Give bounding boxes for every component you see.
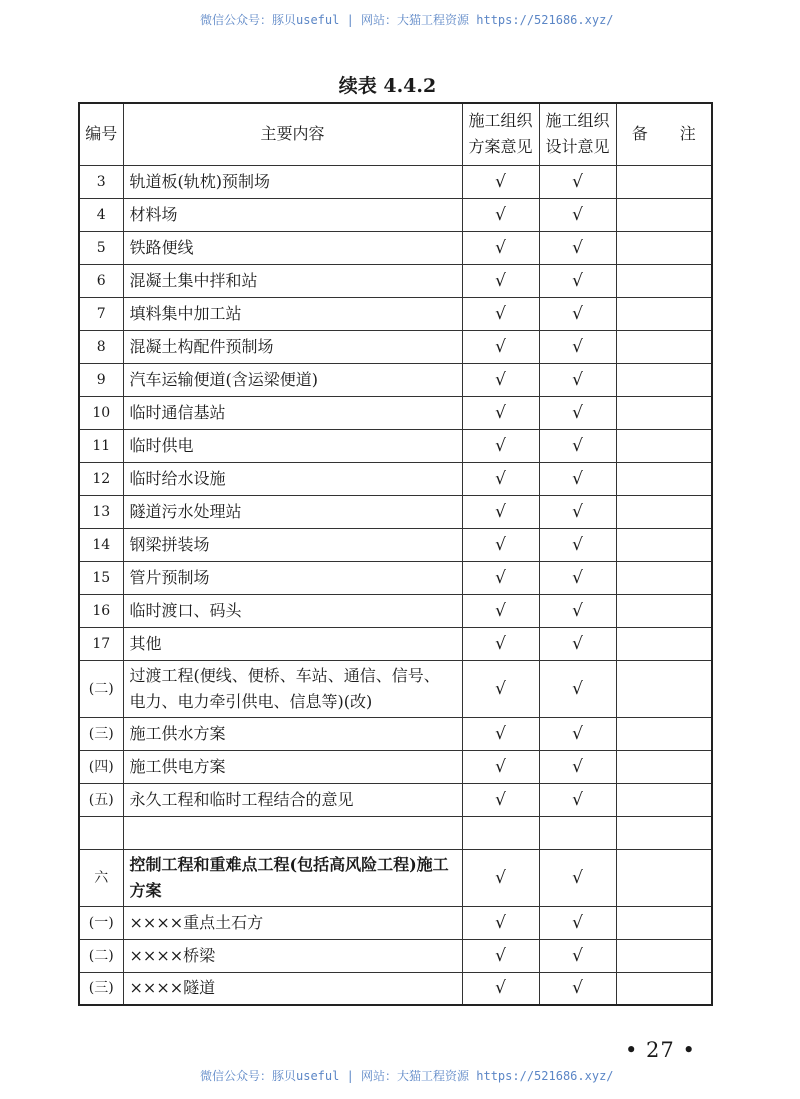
- row-remarks: [616, 528, 712, 561]
- table-row: [79, 495, 712, 528]
- table-row: [79, 849, 712, 906]
- row-remarks: [616, 750, 712, 783]
- row-content: 隧道污水处理站: [123, 495, 462, 528]
- row-number: 3: [79, 165, 123, 198]
- row-content: 施工供水方案: [123, 717, 462, 750]
- table-row: [79, 561, 712, 594]
- design-opinion-check: √: [539, 330, 616, 363]
- scheme-opinion-check: √: [462, 849, 539, 906]
- row-remarks: [616, 165, 712, 198]
- table-row: [79, 231, 712, 264]
- row-content: 临时渡口、码头: [123, 594, 462, 627]
- row-content: 汽车运输便道(含运梁便道): [123, 363, 462, 396]
- page-number: • 27 •: [625, 1038, 696, 1062]
- design-opinion-check: [539, 816, 616, 849]
- scheme-opinion-check: √: [462, 495, 539, 528]
- row-number: 13: [79, 495, 123, 528]
- row-number: 6: [79, 264, 123, 297]
- row-content: [123, 816, 462, 849]
- row-content: ××××隧道: [123, 972, 462, 1005]
- scheme-opinion-check: √: [462, 363, 539, 396]
- row-remarks: [616, 627, 712, 660]
- design-opinion-check: √: [539, 717, 616, 750]
- design-opinion-check: √: [539, 396, 616, 429]
- row-number: 7: [79, 297, 123, 330]
- design-opinion-check: √: [539, 783, 616, 816]
- scheme-opinion-check: √: [462, 429, 539, 462]
- row-remarks: [616, 561, 712, 594]
- row-content: 控制工程和重难点工程(包括高风险工程)施工方案: [123, 849, 462, 906]
- table-row: [79, 264, 712, 297]
- row-remarks: [616, 939, 712, 972]
- row-remarks: [616, 264, 712, 297]
- scheme-opinion-check: √: [462, 264, 539, 297]
- table-title: 续表 4.4.2: [338, 75, 437, 97]
- design-opinion-check: √: [539, 165, 616, 198]
- row-remarks: [616, 495, 712, 528]
- design-opinion-check: √: [539, 231, 616, 264]
- row-content: 铁路便线: [123, 231, 462, 264]
- row-remarks: [616, 231, 712, 264]
- design-opinion-check: √: [539, 594, 616, 627]
- row-number: 11: [79, 429, 123, 462]
- design-opinion-check: √: [539, 561, 616, 594]
- row-remarks: [616, 660, 712, 717]
- row-content: 永久工程和临时工程结合的意见: [123, 783, 462, 816]
- scheme-opinion-check: √: [462, 627, 539, 660]
- row-content: 混凝土构配件预制场: [123, 330, 462, 363]
- row-number: (二): [79, 939, 123, 972]
- design-opinion-check: √: [539, 462, 616, 495]
- watermark-bottom: 微信公众号：豚贝useful | 网站：大猫工程资源 https://521686.xyz/: [200, 1069, 614, 1083]
- scheme-opinion-check: √: [462, 528, 539, 561]
- row-number: (二): [79, 660, 123, 717]
- row-number: 5: [79, 231, 123, 264]
- row-number: 15: [79, 561, 123, 594]
- table-row: [79, 816, 712, 849]
- row-content: ××××重点土石方: [123, 906, 462, 939]
- table-row: [79, 660, 712, 717]
- design-opinion-check: √: [539, 495, 616, 528]
- row-content: 管片预制场: [123, 561, 462, 594]
- row-content: 施工供电方案: [123, 750, 462, 783]
- design-opinion-check: √: [539, 627, 616, 660]
- scheme-opinion-check: √: [462, 717, 539, 750]
- header-remarks: 备 注: [616, 103, 712, 165]
- row-content: 过渡工程(便线、便桥、车站、通信、信号、电力、电力牵引供电、信息等)(改): [123, 660, 462, 717]
- row-content: 其他: [123, 627, 462, 660]
- table-row: [79, 363, 712, 396]
- row-content: 临时供电: [123, 429, 462, 462]
- row-number: 12: [79, 462, 123, 495]
- scheme-opinion-check: √: [462, 462, 539, 495]
- design-opinion-check: √: [539, 906, 616, 939]
- row-remarks: [616, 849, 712, 906]
- table-row: [79, 297, 712, 330]
- scheme-opinion-check: √: [462, 750, 539, 783]
- row-remarks: [616, 330, 712, 363]
- row-number: 16: [79, 594, 123, 627]
- table-row: [79, 783, 712, 816]
- row-content: 混凝土集中拌和站: [123, 264, 462, 297]
- design-opinion-check: √: [539, 264, 616, 297]
- design-opinion-check: √: [539, 849, 616, 906]
- scheme-opinion-check: √: [462, 198, 539, 231]
- row-remarks: [616, 594, 712, 627]
- row-remarks: [616, 972, 712, 1005]
- table-row: [79, 396, 712, 429]
- table-row: [79, 528, 712, 561]
- row-number: [79, 816, 123, 849]
- row-number: (三): [79, 972, 123, 1005]
- row-number: (五): [79, 783, 123, 816]
- row-remarks: [616, 906, 712, 939]
- scheme-opinion-check: √: [462, 330, 539, 363]
- row-remarks: [616, 462, 712, 495]
- design-opinion-check: √: [539, 660, 616, 717]
- table-row: [79, 429, 712, 462]
- row-content: 钢梁拼装场: [123, 528, 462, 561]
- design-opinion-check: √: [539, 528, 616, 561]
- row-remarks: [616, 363, 712, 396]
- row-remarks: [616, 297, 712, 330]
- header-content: 主要内容: [123, 103, 462, 165]
- table-row: [79, 939, 712, 972]
- row-number: 8: [79, 330, 123, 363]
- design-opinion-check: √: [539, 297, 616, 330]
- row-content: 轨道板(轨枕)预制场: [123, 165, 462, 198]
- scheme-opinion-check: √: [462, 939, 539, 972]
- row-number: 4: [79, 198, 123, 231]
- design-opinion-check: √: [539, 363, 616, 396]
- design-opinion-check: √: [539, 750, 616, 783]
- row-number: 14: [79, 528, 123, 561]
- row-number: (一): [79, 906, 123, 939]
- design-opinion-check: √: [539, 972, 616, 1005]
- scheme-opinion-check: √: [462, 231, 539, 264]
- table-row: [79, 594, 712, 627]
- header-design-opinion: 施工组织设计意见: [539, 103, 616, 165]
- table-row: [79, 330, 712, 363]
- design-opinion-check: √: [539, 429, 616, 462]
- row-remarks: [616, 198, 712, 231]
- row-number: 六: [79, 849, 123, 906]
- row-content: ××××桥梁: [123, 939, 462, 972]
- row-remarks: [616, 783, 712, 816]
- row-content: 临时给水设施: [123, 462, 462, 495]
- scheme-opinion-check: √: [462, 396, 539, 429]
- table-row: [79, 198, 712, 231]
- data-table: [78, 102, 713, 1006]
- row-number: 10: [79, 396, 123, 429]
- table-row: [79, 717, 712, 750]
- table-row: [79, 627, 712, 660]
- row-number: (四): [79, 750, 123, 783]
- scheme-opinion-check: √: [462, 660, 539, 717]
- scheme-opinion-check: [462, 816, 539, 849]
- watermark-top: 微信公众号：豚贝useful | 网站：大猫工程资源 https://521686.xyz/: [200, 13, 614, 27]
- scheme-opinion-check: √: [462, 783, 539, 816]
- table-row: [79, 972, 712, 1005]
- table-body: [79, 165, 712, 1005]
- design-opinion-check: √: [539, 939, 616, 972]
- table-row: [79, 906, 712, 939]
- scheme-opinion-check: √: [462, 561, 539, 594]
- scheme-opinion-check: √: [462, 594, 539, 627]
- row-number: (三): [79, 717, 123, 750]
- table-row: [79, 750, 712, 783]
- row-remarks: [616, 396, 712, 429]
- header-scheme-opinion: 施工组织方案意见: [462, 103, 539, 165]
- scheme-opinion-check: √: [462, 906, 539, 939]
- scheme-opinion-check: √: [462, 297, 539, 330]
- scheme-opinion-check: √: [462, 165, 539, 198]
- row-content: 临时通信基站: [123, 396, 462, 429]
- row-remarks: [616, 816, 712, 849]
- table-row: [79, 165, 712, 198]
- header-number: 编号: [79, 103, 123, 165]
- header-row: [79, 103, 712, 165]
- table-row: [79, 462, 712, 495]
- scheme-opinion-check: √: [462, 972, 539, 1005]
- row-number: 9: [79, 363, 123, 396]
- row-number: 17: [79, 627, 123, 660]
- design-opinion-check: √: [539, 198, 616, 231]
- row-content: 材料场: [123, 198, 462, 231]
- row-remarks: [616, 717, 712, 750]
- row-content: 填料集中加工站: [123, 297, 462, 330]
- row-remarks: [616, 429, 712, 462]
